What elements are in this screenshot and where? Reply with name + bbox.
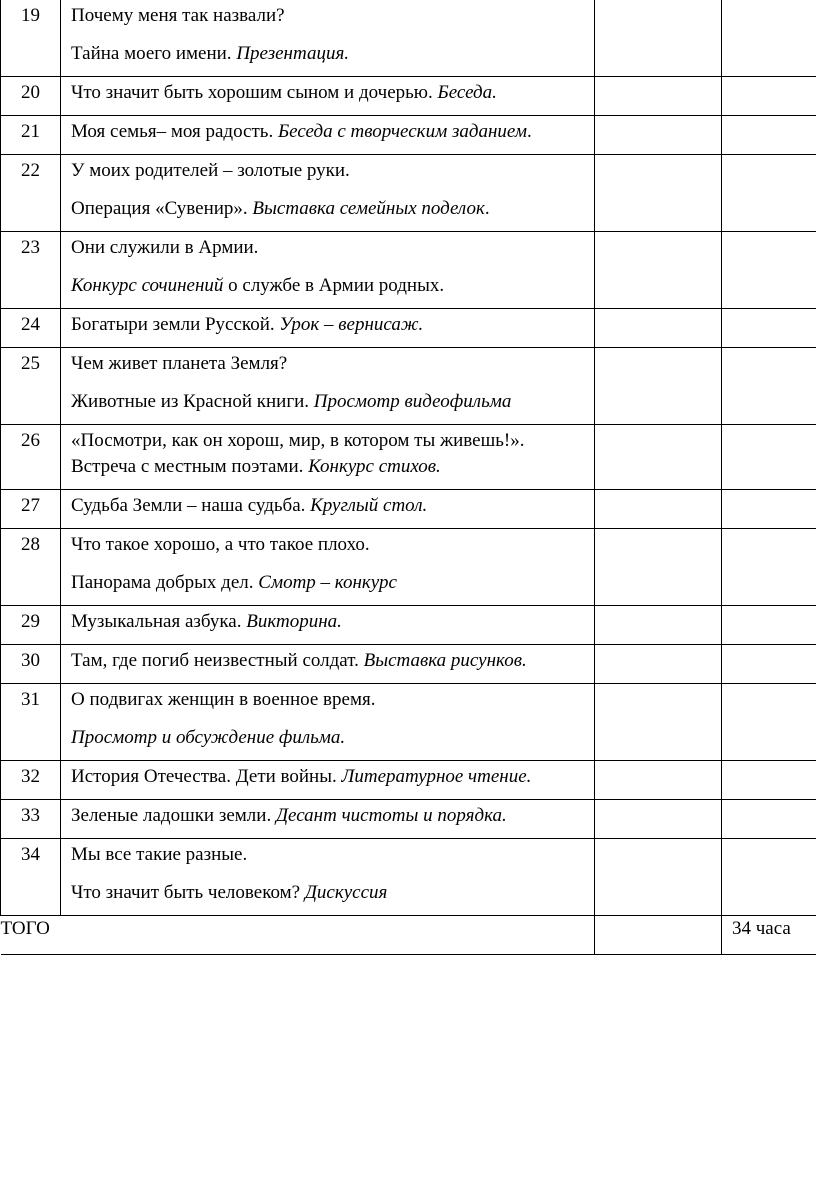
lesson-topic	[61, 232, 595, 309]
topic-text: Что значит быть хорошим сыном и дочерью.	[71, 82, 438, 103]
lesson-row	[1, 606, 816, 645]
lesson-number: 29	[1, 606, 61, 645]
topic-line	[71, 196, 588, 222]
topic-text: История Отечества. Дети войны.	[71, 766, 342, 787]
topic-line	[71, 41, 588, 67]
topic-line	[71, 725, 588, 751]
empty-cell	[722, 77, 816, 116]
empty-cell	[595, 309, 722, 348]
lesson-row	[1, 490, 816, 529]
lesson-number: 25	[1, 348, 61, 425]
empty-cell	[595, 116, 722, 155]
empty-cell	[722, 645, 816, 684]
lesson-topic	[61, 348, 595, 425]
empty-cell	[595, 232, 722, 309]
empty-cell	[722, 348, 816, 425]
topic-form-text: Десант чистоты и порядка.	[275, 805, 507, 826]
topic-text: Почему меня так назвали?	[71, 5, 285, 26]
topic-text: Там, где погиб неизвестный солдат.	[71, 650, 364, 671]
lesson-row	[1, 425, 816, 490]
topic-text: Музыкальная азбука.	[71, 611, 247, 632]
empty-cell	[722, 155, 816, 232]
lesson-row	[1, 116, 816, 155]
topic-form-text: Смотр – конкурс	[258, 572, 397, 593]
empty-cell	[722, 425, 816, 490]
lesson-number: 24	[1, 309, 61, 348]
lesson-topic	[61, 645, 595, 684]
topic-text: Моя семья– моя радость.	[71, 121, 278, 142]
topic-text: Что такое хорошо, а что такое плохо.	[71, 534, 370, 555]
topic-line	[71, 158, 588, 184]
empty-cell	[722, 529, 816, 606]
empty-cell	[595, 348, 722, 425]
topic-text: Панорама добрых дел.	[71, 572, 259, 593]
lesson-number: 20	[1, 77, 61, 116]
total-row	[1, 916, 816, 955]
empty-cell	[595, 800, 722, 839]
topic-line	[71, 532, 588, 558]
topic-line	[71, 235, 588, 261]
topic-line	[71, 570, 588, 596]
empty-cell	[722, 684, 816, 761]
lesson-plan-body	[1, 0, 816, 916]
topic-text: .	[484, 198, 490, 219]
empty-cell	[595, 839, 722, 916]
lesson-topic	[61, 425, 595, 490]
topic-form-text: Викторина.	[246, 611, 342, 632]
lesson-topic	[61, 116, 595, 155]
lesson-row	[1, 839, 816, 916]
lesson-topic	[61, 490, 595, 529]
lesson-row	[1, 77, 816, 116]
empty-cell	[595, 645, 722, 684]
empty-cell	[595, 155, 722, 232]
lesson-number: 32	[1, 761, 61, 800]
lesson-row	[1, 232, 816, 309]
topic-line	[71, 3, 588, 29]
topic-form-text: Конкурс сочинений	[71, 275, 224, 296]
lesson-number: 31	[1, 684, 61, 761]
topic-text: У моих родителей – золотые руки.	[71, 160, 350, 181]
topic-text: о службе в Армии родных.	[223, 275, 445, 296]
topic-text: Животные из Красной книги.	[71, 391, 314, 412]
topic-text: Богатыри земли Русской.	[71, 314, 280, 335]
lesson-topic	[61, 800, 595, 839]
topic-form-text: Просмотр видеофильма	[313, 391, 512, 412]
topic-form-text: Беседа.	[437, 82, 497, 103]
lesson-topic	[61, 155, 595, 232]
lesson-number: 33	[1, 800, 61, 839]
lesson-number: 28	[1, 529, 61, 606]
lesson-topic	[61, 606, 595, 645]
topic-form-text: Круглый стол.	[310, 495, 428, 516]
topic-line	[71, 80, 588, 106]
lesson-number: 34	[1, 839, 61, 916]
total-empty-cell	[595, 916, 722, 955]
topic-line	[71, 428, 588, 480]
empty-cell	[595, 490, 722, 529]
lesson-row	[1, 684, 816, 761]
topic-line	[71, 273, 588, 299]
topic-form-text: Конкурс стихов.	[308, 456, 441, 477]
empty-cell	[595, 77, 722, 116]
topic-line	[71, 687, 588, 713]
topic-line	[71, 351, 588, 377]
empty-cell	[595, 606, 722, 645]
topic-text: Мы все такие разные.	[71, 844, 248, 865]
topic-text: Судьба Земли – наша судьба.	[71, 495, 311, 516]
empty-cell	[722, 606, 816, 645]
empty-cell	[722, 800, 816, 839]
lesson-row	[1, 309, 816, 348]
empty-cell	[595, 0, 722, 77]
lesson-number: 30	[1, 645, 61, 684]
topic-line	[71, 609, 588, 635]
topic-text: О подвигах женщин в военное время.	[71, 689, 376, 710]
total-hours: 34 часа	[722, 916, 816, 955]
empty-cell	[722, 761, 816, 800]
lesson-number: 23	[1, 232, 61, 309]
lesson-row	[1, 348, 816, 425]
topic-form-text: Презентация.	[236, 43, 350, 64]
topic-text: Чем живет планета Земля?	[71, 353, 288, 374]
lesson-topic	[61, 309, 595, 348]
lesson-row	[1, 529, 816, 606]
topic-form-text: Выставка семейных поделок	[252, 198, 485, 219]
topic-line	[71, 389, 588, 415]
topic-form-text: Литературное чтение.	[341, 766, 532, 787]
topic-text: Тайна моего имени.	[71, 43, 237, 64]
topic-form-text: Просмотр и обсуждение фильма.	[71, 727, 346, 748]
lesson-number: 27	[1, 490, 61, 529]
topic-line	[71, 648, 588, 674]
empty-cell	[722, 490, 816, 529]
empty-cell	[595, 761, 722, 800]
empty-cell	[722, 309, 816, 348]
lesson-row	[1, 761, 816, 800]
topic-line	[71, 842, 588, 868]
lesson-number: 21	[1, 116, 61, 155]
empty-cell	[722, 0, 816, 77]
topic-form-text: Дискуссия	[304, 882, 388, 903]
lesson-row	[1, 155, 816, 232]
empty-cell	[722, 116, 816, 155]
total-label: ТОГО	[1, 916, 595, 955]
topic-line	[71, 880, 588, 906]
topic-form-text: Выставка рисунков.	[363, 650, 527, 671]
topic-line	[71, 493, 588, 519]
topic-line	[71, 803, 588, 829]
lesson-number: 26	[1, 425, 61, 490]
topic-text: Операция «Сувенир».	[71, 198, 253, 219]
topic-text: Что значит быть человеком?	[71, 882, 305, 903]
topic-text: .	[526, 121, 532, 142]
topic-line	[71, 764, 588, 790]
lesson-row	[1, 0, 816, 77]
empty-cell	[722, 839, 816, 916]
lesson-number: 22	[1, 155, 61, 232]
empty-cell	[595, 684, 722, 761]
lesson-topic	[61, 761, 595, 800]
topic-text: Они служили в Армии.	[71, 237, 259, 258]
topic-text: Зеленые ладошки земли.	[71, 805, 276, 826]
lesson-topic	[61, 77, 595, 116]
lesson-topic	[61, 0, 595, 77]
lesson-topic	[61, 839, 595, 916]
empty-cell	[595, 529, 722, 606]
empty-cell	[722, 232, 816, 309]
lesson-number: 19	[1, 0, 61, 77]
lesson-topic	[61, 684, 595, 761]
topic-form-text: Беседа с творческим заданием	[277, 121, 527, 142]
topic-line	[71, 312, 588, 338]
empty-cell	[595, 425, 722, 490]
topic-form-text: Урок – вернисаж.	[279, 314, 424, 335]
lesson-row	[1, 645, 816, 684]
lesson-row	[1, 800, 816, 839]
topic-line	[71, 119, 588, 145]
lesson-topic	[61, 529, 595, 606]
topic-text: «Посмотри, как он хорош, мир, в котором ты живешь!». Встреча с местным поэтами.	[71, 430, 525, 477]
